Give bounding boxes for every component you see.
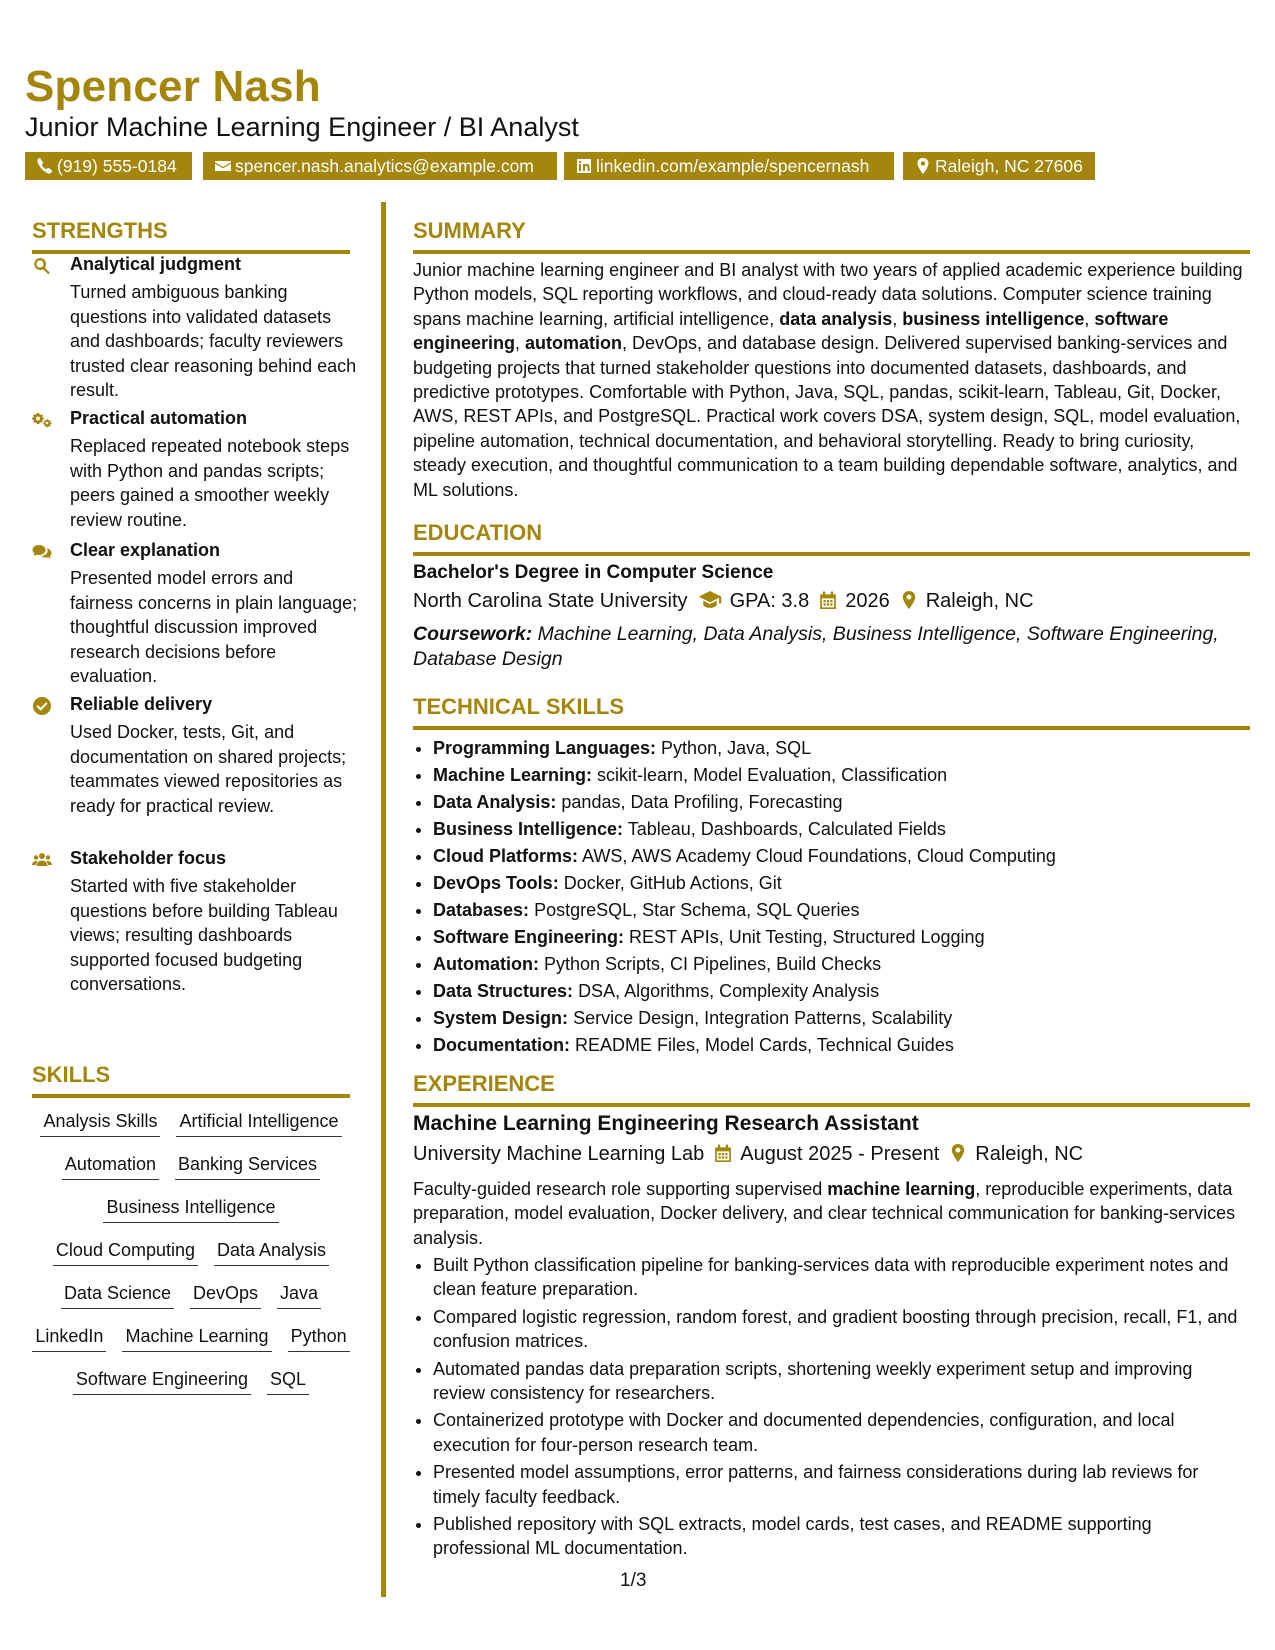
calendar-icon xyxy=(809,590,845,612)
strength-item xyxy=(32,408,352,528)
school-location: Raleigh, NC xyxy=(925,590,1034,612)
experience-heading: EXPERIENCE xyxy=(413,1071,1250,1107)
column-divider xyxy=(381,202,386,1597)
phone-text: (919) 555-0184 xyxy=(57,156,177,176)
gears-icon xyxy=(32,410,54,430)
strength-item xyxy=(32,848,352,994)
list-item: • Data Analysis: pandas, Data Profiling, Forecasting xyxy=(433,790,1253,817)
education-heading: EDUCATION xyxy=(413,520,1250,556)
list-item: • Databases: PostgreSQL, Star Schema, SQL Queries xyxy=(433,898,1253,925)
contact-phone[interactable] xyxy=(25,152,192,180)
strength-title: Reliable delivery xyxy=(70,694,213,714)
strength-text: Used Docker, tests, Git, and documentation on shared projects; teammates viewed repositories as ready for practical review. xyxy=(70,722,347,816)
graduation-cap-icon xyxy=(688,590,730,612)
skill-tag: Business Intelligence xyxy=(103,1194,278,1223)
skill-tag: Software Engineering xyxy=(73,1366,251,1395)
list-item: • Business Intelligence: Tableau, Dashboards, Calculated Fields xyxy=(433,817,1253,844)
summary-heading: SUMMARY xyxy=(413,218,1250,254)
skill-tag: LinkedIn xyxy=(32,1323,106,1352)
strength-item xyxy=(32,694,352,834)
contact-location xyxy=(903,152,1095,180)
list-item: • Machine Learning: scikit-learn, Model Evaluation, Classification xyxy=(433,763,1253,790)
education-details xyxy=(413,590,1034,613)
job-title-headline: Junior Machine Learning Engineer / BI Analyst xyxy=(25,112,579,142)
page-number: 1/3 xyxy=(620,1570,647,1591)
envelope-icon xyxy=(215,156,235,176)
strength-text: Replaced repeated notebook steps with Python and pandas scripts; peers gained a smoother weekly review routine. xyxy=(70,436,350,530)
skill-tag: SQL xyxy=(267,1366,309,1395)
strength-title: Practical automation xyxy=(70,408,248,428)
job-summary: Faculty-guided research role supporting supervised machine learning, reproducible experiments, data preparation, model evaluation, Docker delivery, and clear technical communication for banking-services analysis. xyxy=(413,1179,1236,1248)
list-item: • Programming Languages: Python, Java, SQL xyxy=(433,736,1253,763)
check-circle-icon xyxy=(32,696,54,716)
map-marker-icon xyxy=(915,156,935,176)
summary-paragraph: Junior machine learning engineer and BI analyst with two years of applied academic experience building Python models, SQL reporting workflows, and cloud-ready data solutions. Computer science training spans machine learning, artificial intelligence, data analysis, business intelligence, software engineering, automation, DevOps, and database design. Delivered supervised banking-services and budgeting projects that turned stakeholder questions into documented datasets, dashboards, and predictive prototypes. Comfortable with Python, Java, SQL, pandas, scikit-learn, Tableau, Git, Docker, AWS, REST APIs, and PostgreSQL. Practical work covers DSA, system design, SQL, model evaluation, pipeline automation, technical documentation, and behavioral storytelling. Ready to bring curiosity, steady execution, and thoughtful communication to a team building dependable software, analytics, and ML solutions. xyxy=(413,260,1243,500)
strength-text: Presented model errors and fairness concerns in plain language; thoughtful discussion improved research decisions before evaluation. xyxy=(70,568,358,686)
job-details xyxy=(413,1143,1083,1166)
list-item: • Software Engineering: REST APIs, Unit Testing, Structured Logging xyxy=(433,925,1253,952)
school-name: North Carolina State University xyxy=(413,590,688,612)
skill-tag: Java xyxy=(277,1280,321,1309)
skills-tag-cloud xyxy=(32,1108,350,1395)
degree-title: Bachelor's Degree in Computer Science xyxy=(413,562,774,583)
list-item: • DevOps Tools: Docker, GitHub Actions, Git xyxy=(433,871,1253,898)
search-icon xyxy=(32,256,54,276)
users-icon xyxy=(32,850,54,870)
list-item: • Automated pandas data preparation scripts, shortening weekly experiment setup and improving review consistency for researchers. xyxy=(433,1357,1248,1406)
coursework: Coursework: Machine Learning, Data Analysis, Business Intelligence, Software Engineering, Database Design xyxy=(413,623,1219,670)
list-item: • Automation: Python Scripts, CI Pipelines, Build Checks xyxy=(433,952,1253,979)
skill-tag: Analysis Skills xyxy=(40,1108,160,1137)
list-item: • System Design: Service Design, Integration Patterns, Scalability xyxy=(433,1006,1253,1033)
candidate-name: Spencer Nash xyxy=(25,62,321,111)
graduation-year: 2026 xyxy=(845,590,890,612)
list-item: • Documentation: README Files, Model Cards, Technical Guides xyxy=(433,1033,1253,1060)
contact-linkedin[interactable] xyxy=(564,152,894,180)
skill-tag: Data Analysis xyxy=(214,1237,329,1266)
strength-text: Turned ambiguous banking questions into validated datasets and dashboards; faculty reviewers trusted clear reasoning behind each result. xyxy=(70,282,357,400)
skill-tag: Data Science xyxy=(61,1280,174,1309)
technical-skills-list xyxy=(413,736,1253,1060)
comments-icon xyxy=(32,542,54,562)
strength-title: Stakeholder focus xyxy=(70,848,227,868)
skill-tag: Banking Services xyxy=(175,1151,320,1180)
linkedin-text: linkedin.com/example/spencernash xyxy=(596,156,870,176)
strength-title: Analytical judgment xyxy=(70,254,242,274)
strength-text: Started with five stakeholder questions before building Tableau views; resulting dashboards supported focused budgeting conversations. xyxy=(70,876,338,994)
job-title: Machine Learning Engineering Research Assistant xyxy=(413,1112,919,1135)
technical-skills-heading: TECHNICAL SKILLS xyxy=(413,694,1250,730)
calendar-icon xyxy=(704,1143,740,1165)
strength-title: Clear explanation xyxy=(70,540,221,560)
skill-tag: Cloud Computing xyxy=(53,1237,198,1266)
email-text: spencer.nash.analytics@example.com xyxy=(235,156,534,176)
strength-item xyxy=(32,540,358,686)
job-location: Raleigh, NC xyxy=(975,1143,1084,1165)
list-item: • Cloud Platforms: AWS, AWS Academy Cloud Foundations, Cloud Computing xyxy=(433,844,1253,871)
map-marker-icon xyxy=(939,1143,975,1165)
list-item: • Data Structures: DSA, Algorithms, Complexity Analysis xyxy=(433,979,1253,1006)
list-item: • Published repository with SQL extracts, model cards, test cases, and README supporting professional ML documentation. xyxy=(433,1512,1248,1561)
skill-tag: Python xyxy=(288,1323,350,1352)
employer-name: University Machine Learning Lab xyxy=(413,1143,705,1165)
list-item: • Built Python classification pipeline for banking-services data with reproducible experiment notes and clean feature preparation. xyxy=(433,1253,1248,1302)
linkedin-icon xyxy=(576,156,596,176)
skill-tag: Automation xyxy=(62,1151,159,1180)
phone-icon xyxy=(37,156,57,176)
list-item: • Compared logistic regression, random forest, and gradient boosting through precision, recall, F1, and confusion matrices. xyxy=(433,1305,1248,1354)
job-dates: August 2025 - Present xyxy=(740,1143,940,1165)
skill-tag: Artificial Intelligence xyxy=(176,1108,341,1137)
map-marker-icon xyxy=(890,590,926,612)
contact-email[interactable] xyxy=(203,152,557,180)
strengths-heading: STRENGTHS xyxy=(32,218,350,254)
skill-tag: Machine Learning xyxy=(122,1323,271,1352)
list-item: • Presented model assumptions, error patterns, and fairness considerations during lab reviews for timely faculty feedback. xyxy=(433,1460,1248,1509)
job-bullet-list xyxy=(413,1253,1248,1564)
list-item: • Containerized prototype with Docker and documented dependencies, configuration, and local execution for four-person research team. xyxy=(433,1408,1248,1457)
strength-item xyxy=(32,254,357,400)
skills-heading: SKILLS xyxy=(32,1062,350,1098)
location-text: Raleigh, NC 27606 xyxy=(935,156,1083,176)
skill-tag: DevOps xyxy=(190,1280,261,1309)
gpa: GPA: 3.8 xyxy=(729,590,810,612)
